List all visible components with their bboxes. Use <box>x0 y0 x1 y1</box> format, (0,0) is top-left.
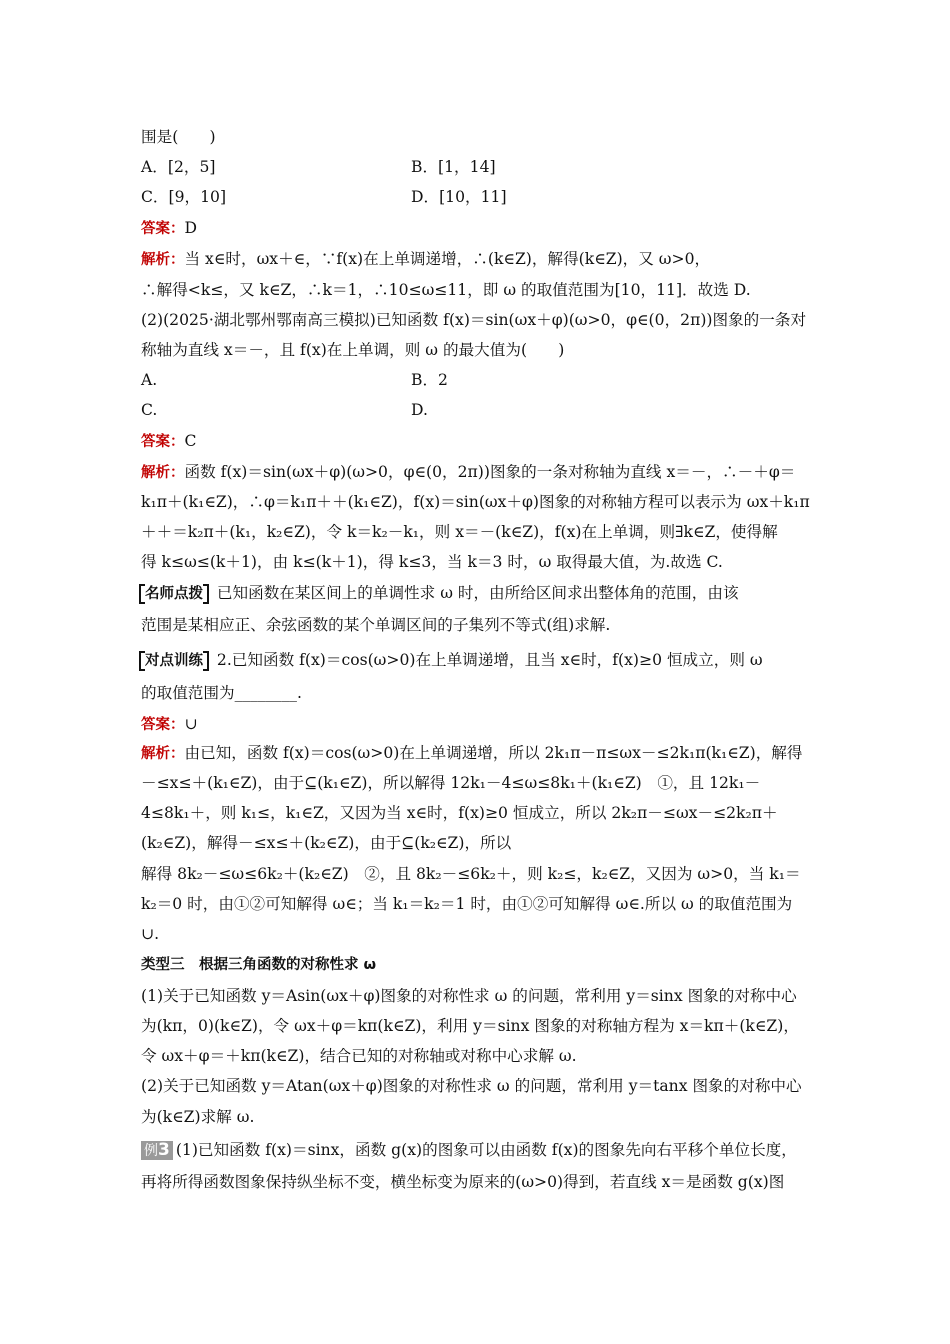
q2-option-a: A. <box>141 371 158 389</box>
example-tag-text: 例 <box>144 1143 158 1159</box>
answer-label: 答案： <box>141 717 185 733</box>
q1-stem-end: 围是( ) <box>141 128 216 146</box>
q2-analysis-line-3: ＋＋＝k₂π＋(k₁，k₂∈Z)，令 k＝k₂－k₁，则 x＝－(k∈Z)，f(x)在上单调，则∃k∈Z，使得解 <box>141 523 778 541</box>
q2-analysis-line-4: 得 k≤ω≤(k＋1)，由 k≤(k＋1)，得 k≤3，当 k＝3 时，ω 取得最大值，为.故选 C. <box>141 553 723 571</box>
analysis-label: 解析： <box>141 746 185 762</box>
type3-line-3: 令 ωx＋φ＝＋kπ(k∈Z)，结合已知的对称轴或对称中心求解 ω. <box>141 1047 577 1065</box>
practice-analysis-line-7: ∪. <box>141 925 160 943</box>
example3-line-1 <box>141 1140 810 1160</box>
example3-line-2: 再将所得函数图象保持纵坐标不变，横坐标变为原来的(ω>0)得到，若直线 x＝是函数 g(x)图 <box>141 1173 785 1191</box>
q2-stem-line-1: (2)(2025·湖北鄂州鄂南高三模拟)已知函数 f(x)＝sin(ωx＋φ)(ω>0，φ∈(0，2π))图象的一条对 <box>141 311 807 329</box>
q1-option-d: D．[10，11] <box>411 188 507 206</box>
practice-analysis-line-2: －≤x≤＋(k₁∈Z)，由于⊆(k₁∈Z)，所以解得 12k₁－4≤ω≤8k₁＋(k₁∈Z) ①，且 12k₁－ <box>141 774 761 792</box>
tip-tag: 名师点拨 <box>141 584 207 604</box>
practice-text: 2.已知函数 f(x)＝cos(ω>0)在上单调递增，且当 x∈时，f(x)≥0 恒成立，则 ω <box>216 651 763 669</box>
answer-label: 答案： <box>141 221 185 237</box>
tip-line-1 <box>141 583 810 604</box>
type3-heading: 类型三 根据三角函数的对称性求 ω <box>141 957 377 973</box>
q2-stem-line-2: 称轴为直线 x＝－，且 f(x)在上单调，则 ω 的最大值为( ) <box>141 341 565 359</box>
practice-analysis-line-1 <box>141 743 810 764</box>
practice-analysis-line-3: 4≤8k₁＋，则 k₁≤，k₁∈Z，又因为当 x∈时，f(x)≥0 恒成立，所以 2k₂π－≤ωx－≤2k₂π＋ <box>141 804 778 822</box>
q2-analysis-line-2: k₁π＋(k₁∈Z)，∴φ＝k₁π＋＋(k₁∈Z)，f(x)＝sin(ωx＋φ)图象的对称轴方程可以表示为 ωx＋k₁π <box>141 493 810 511</box>
q2-answer <box>141 431 810 452</box>
tip-line-2: 范围是某相应正、余弦函数的某个单调区间的子集列不等式(组)求解. <box>141 616 611 634</box>
practice-line-1 <box>141 650 810 671</box>
answer-label: 答案： <box>141 434 185 450</box>
q2-answer-value: C <box>184 432 197 450</box>
type3-line-2: 为(kπ，0)(k∈Z)，令 ωx＋φ＝kπ(k∈Z)，利用 y＝sinx 图象的对称轴方程为 x＝kπ＋(k∈Z)， <box>141 1017 799 1035</box>
analysis-label: 解析： <box>141 465 185 481</box>
tip-text: 已知函数在某区间上的单调性求 ω 时，由所给区间求出整体角的范围，由该 <box>216 584 739 602</box>
q1-answer <box>141 218 810 239</box>
example3-text: (1)已知函数 f(x)＝sinx，函数 g(x)的图象可以由函数 f(x)的图象先向右平移个单位长度， <box>175 1141 797 1159</box>
q1-analysis-line-1 <box>141 249 810 270</box>
practice-answer-value: ∪ <box>184 715 198 733</box>
type3-line-5: 为(k∈Z)求解 ω. <box>141 1108 255 1126</box>
q2-option-b: B．2 <box>411 371 448 389</box>
q1-analysis-text: 当 x∈时，ωx＋∈，∵f(x)在上单调递增，∴(k∈Z)，解得(k∈Z)，又 ω>0， <box>184 250 711 268</box>
practice-answer <box>141 714 810 735</box>
practice-analysis-text: 由已知，函数 f(x)＝cos(ω>0)在上单调递增，所以 2k₁π－π≤ωx－≤2k₁π(k₁∈Z)，解得 <box>184 744 803 762</box>
q1-answer-value: D <box>184 219 198 237</box>
type3-line-4: (2)关于已知函数 y＝Atan(ωx＋φ)图象的对称性求 ω 的问题，常利用 y＝tanx 图象的对称中心 <box>141 1077 802 1095</box>
q1-analysis-line-2: ∴解得<k≤，又 k∈Z，∴k＝1，∴10≤ω≤11，即 ω 的取值范围为[10，11]．故选 D. <box>141 281 751 299</box>
q2-option-d: D. <box>411 401 428 419</box>
q2-options-row-2 <box>141 400 810 420</box>
practice-analysis-line-5: 解得 8k₂－≤ω≤6k₂＋(k₂∈Z) ②，且 8k₂－≤6k₂＋，则 k₂≤，k₂∈Z，又因为 ω>0，当 k₁＝ <box>141 865 801 883</box>
practice-analysis-line-6: k₂＝0 时，由①②可知解得 ω∈；当 k₁＝k₂＝1 时，由①②可知解得 ω∈.所以 ω 的取值范围为 <box>141 895 793 913</box>
q1-options-row-1 <box>141 157 810 177</box>
q1-option-b: B．[1，14] <box>411 158 496 176</box>
q1-options-row-2 <box>141 187 810 207</box>
example-tag-number: 3 <box>158 1140 170 1160</box>
q1-option-a: A．[2，5] <box>141 158 216 176</box>
q1-option-c: C．[9，10] <box>141 188 227 206</box>
q2-options-row-1 <box>141 370 810 390</box>
q2-option-c: C. <box>141 401 158 419</box>
type3-line-1: (1)关于已知函数 y＝Asin(ωx＋φ)图象的对称性求 ω 的问题，常利用 y＝sinx 图象的对称中心 <box>141 987 797 1005</box>
practice-tag: 对点训练 <box>141 651 207 671</box>
practice-line-2: 的取值范围为________. <box>141 684 302 702</box>
q2-analysis-text: 函数 f(x)＝sin(ωx＋φ)(ω>0，φ∈(0，2π))图象的一条对称轴为直线 x＝－，∴－＋φ＝ <box>184 463 796 481</box>
q2-analysis-line-1 <box>141 462 810 483</box>
practice-analysis-line-4: (k₂∈Z)，解得－≤x≤＋(k₂∈Z)，由于⊆(k₂∈Z)，所以 <box>141 834 512 852</box>
analysis-label: 解析： <box>141 252 185 268</box>
example-tag <box>141 1141 173 1160</box>
